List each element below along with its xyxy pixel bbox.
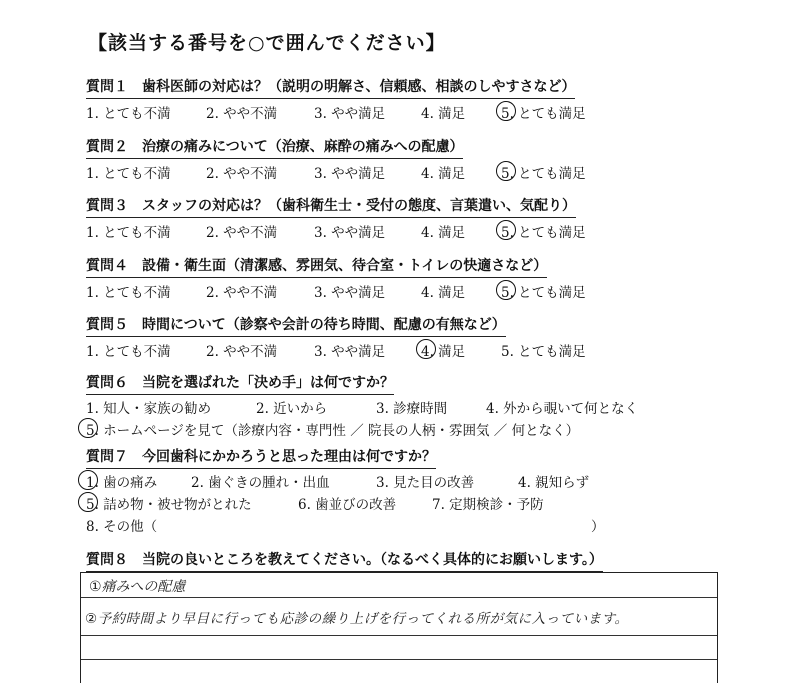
question-4 [86, 255, 726, 301]
question-heading: 質問５ 時間について（診察や会計の待ち時間、配慮の有無など） [86, 314, 506, 337]
option[interactable]: 3. 見た目の改善 [376, 475, 475, 491]
circle-mark-icon [78, 470, 98, 490]
option[interactable]: 5. 詰め物・被せ物がとれた [86, 497, 252, 513]
ruled-line [81, 659, 717, 660]
question-2 [86, 136, 726, 182]
option[interactable]: 1. 歯の痛み [86, 475, 158, 491]
circle-mark-icon [496, 161, 516, 181]
question-heading: 質問７ 今回歯科にかかろうと思った理由は何ですか？ [86, 446, 436, 469]
option[interactable]: 5. ホームページを見て（診療内容・専門性 ／ 院長の人柄・雰囲気 ／ 何となく） [86, 423, 580, 439]
answer-box[interactable] [80, 572, 718, 683]
option-3[interactable]: 3. やや満足 [314, 285, 386, 301]
option-4[interactable]: 4. 満足 [421, 225, 466, 241]
option[interactable]: 6. 歯並びの改善 [298, 497, 397, 513]
question-3 [86, 195, 726, 241]
option[interactable]: 1. 知人・家族の勧め [86, 401, 212, 417]
option-1[interactable]: 1. とても不満 [86, 166, 171, 182]
question-5 [86, 314, 726, 360]
question-6 [86, 372, 726, 441]
option[interactable]: 7. 定期検診・予防 [432, 497, 544, 513]
option-1[interactable]: 1. とても不満 [86, 285, 171, 301]
option[interactable]: 8. その他（ [86, 519, 158, 535]
ruled-line [81, 597, 717, 598]
option-2[interactable]: 2. やや不満 [206, 285, 278, 301]
option-3[interactable]: 3. やや満足 [314, 106, 386, 122]
option-3[interactable]: 3. やや満足 [314, 344, 386, 360]
question-heading: 質問４ 設備・衛生面（清潔感、雰囲気、待合室・トイレの快適さなど） [86, 255, 547, 278]
option-5[interactable]: 5. とても満足 [501, 344, 586, 360]
option-2[interactable]: 2. やや不満 [206, 106, 278, 122]
ruled-line [81, 635, 717, 636]
option[interactable]: 2. 近いから [256, 401, 328, 417]
page-title: 【該当する番号を○で囲んでください】 [88, 32, 446, 54]
question-7 [86, 446, 726, 537]
option-1[interactable]: 1. とても不満 [86, 344, 171, 360]
option-5[interactable]: 5. とても満足 [501, 106, 586, 122]
option-4[interactable]: 4. 満足 [421, 285, 466, 301]
option-3[interactable]: 3. やや満足 [314, 225, 386, 241]
option[interactable]: 3. 診療時間 [376, 401, 448, 417]
option-3[interactable]: 3. やや満足 [314, 166, 386, 182]
circle-mark-icon [496, 220, 516, 240]
option-2[interactable]: 2. やや不満 [206, 225, 278, 241]
option[interactable]: 4. 外から覗いて何となく [486, 401, 639, 417]
option-4[interactable]: 4. 満足 [421, 166, 466, 182]
question-heading: 質問３ スタッフの対応は？（歯科衛生士・受付の態度、言葉遣い、気配り） [86, 195, 576, 218]
circle-mark-icon [496, 101, 516, 121]
option-5[interactable]: 5. とても満足 [501, 225, 586, 241]
option[interactable]: 2. 歯ぐきの腫れ・出血 [191, 475, 330, 491]
question-8 [86, 549, 726, 572]
question-heading: 質問６ 当院を選ばれた「決め手」は何ですか？ [86, 372, 394, 395]
option-1[interactable]: 1. とても不満 [86, 225, 171, 241]
option-4[interactable]: 4. 満足 [421, 344, 466, 360]
circle-mark-icon [78, 418, 98, 438]
question-heading: 質問２ 治療の痛みについて（治療、麻酔の痛みへの配慮） [86, 136, 463, 159]
question-heading: 質問１ 歯科医師の対応は？（説明の明解さ、信頼感、相談のしやすさなど） [86, 76, 575, 99]
question-1 [86, 76, 726, 122]
option-2[interactable]: 2. やや不満 [206, 166, 278, 182]
handwritten-answer: ①痛みへの配慮 [89, 579, 186, 595]
option-close-paren: ） [591, 519, 605, 535]
option[interactable]: 4. 親知らず [518, 475, 590, 491]
circle-mark-icon [496, 280, 516, 300]
circle-mark-icon [78, 492, 98, 512]
option-2[interactable]: 2. やや不満 [206, 344, 278, 360]
option-5[interactable]: 5. とても満足 [501, 285, 586, 301]
question-heading: 質問８ 当院の良いところを教えてください。（なるべく具体的にお願いします。） [86, 549, 603, 572]
option-4[interactable]: 4. 満足 [421, 106, 466, 122]
circle-mark-icon [416, 339, 436, 359]
option-1[interactable]: 1. とても不満 [86, 106, 171, 122]
handwritten-answer: ②予約時間より早目に行っても応診の繰り上げを行ってくれる所が気に入っています。 [85, 611, 629, 627]
option-5[interactable]: 5. とても満足 [501, 166, 586, 182]
